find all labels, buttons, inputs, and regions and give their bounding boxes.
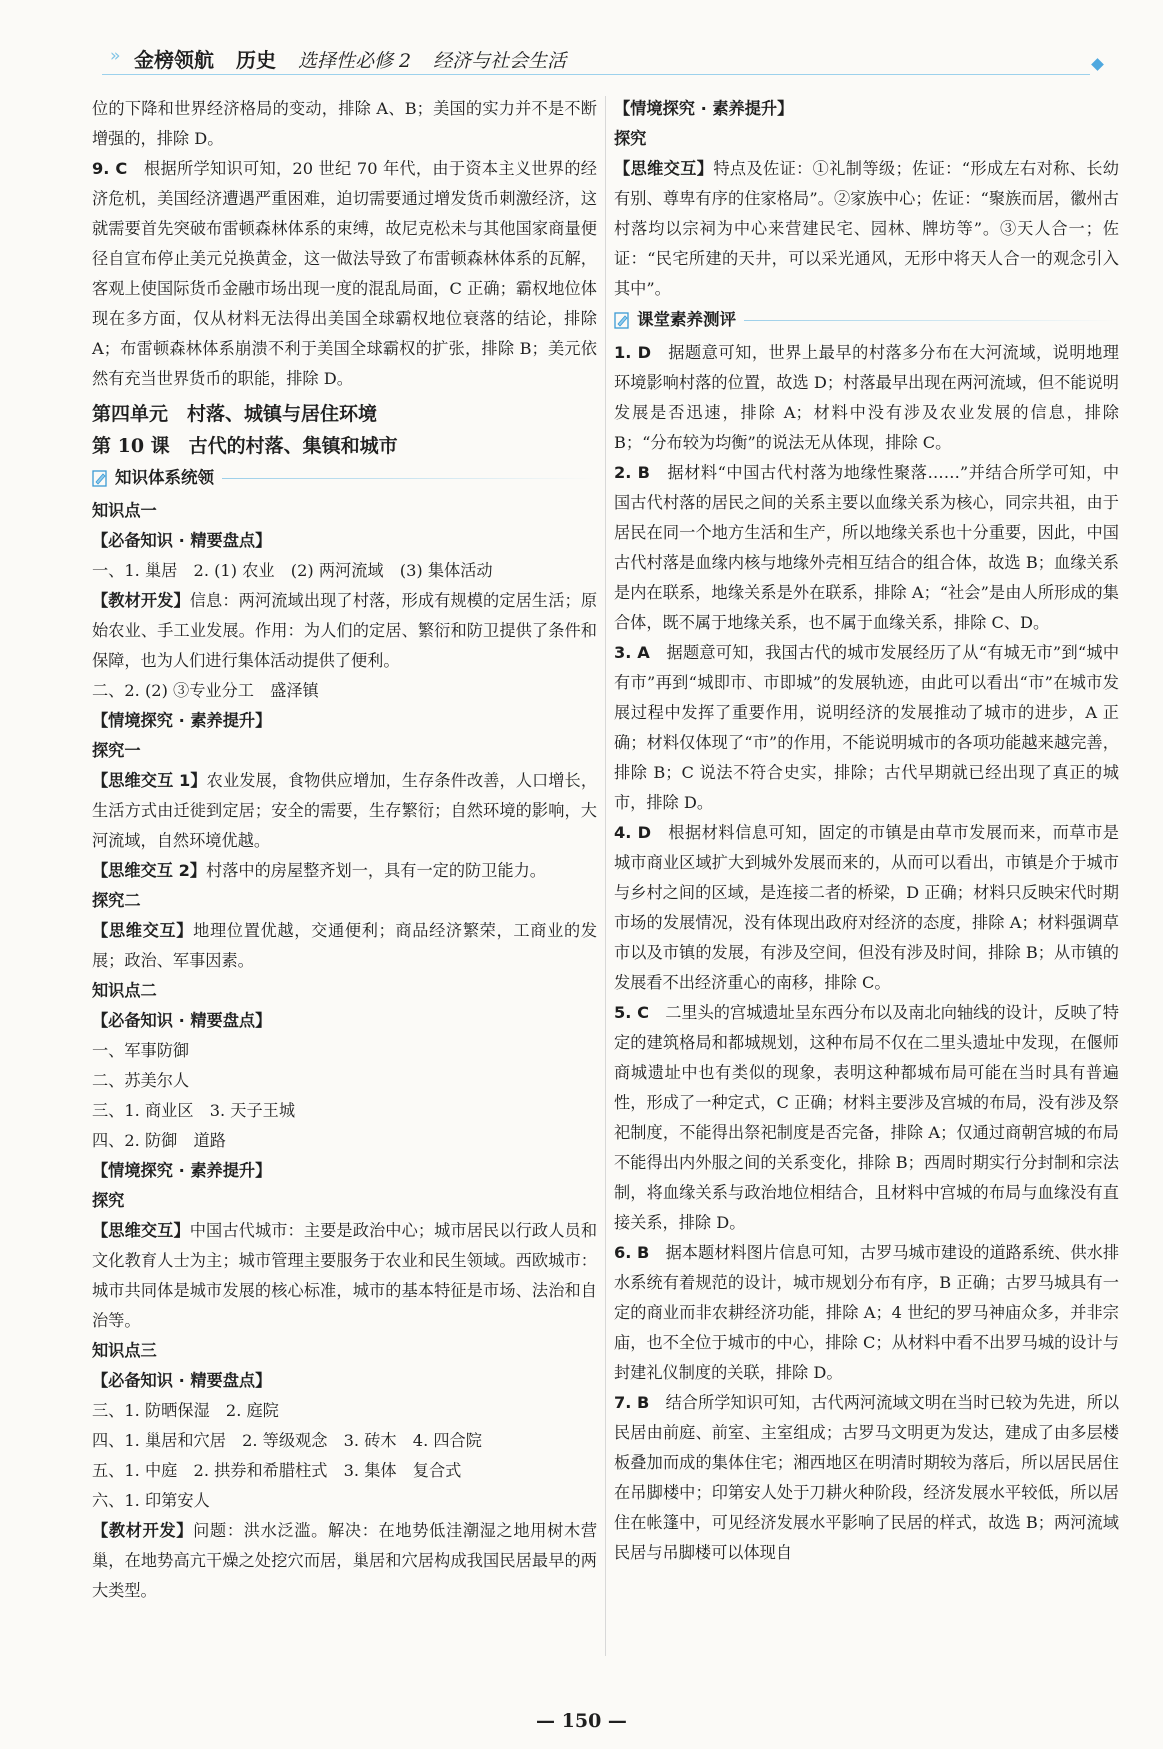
answer-5-text: 二里头的宫城遗址呈东西分布以及南北向轴线的设计，反映了特定的建筑格局和都城规划，这种布局不仅在二里头遗址中发现，在偃师商城遗址中也有类似的现象，表明这种都城布局可能在当时具有普遍性，形成了一种定式，C 正确；材料主要涉及宫城的布局，没有涉及祭祀制度，不能得出祭祀制度是否完备，排除 A；仅通过商朝宫城的布局不能得出内外服之间的关系变化，排除 B；西周时期实行分封制和宗法制，将血缘关系与政治地位相结合，且材料中宫城的布局与血缘没有直接关系，排除 D。	[614, 1003, 1119, 1232]
kp1-thinking-2-text: 村落中的房屋整齐划一，具有一定的防卫能力。	[206, 861, 546, 880]
kp3-tag-situation: 【情境探究 · 素养提升】	[614, 99, 794, 118]
answer-1	[614, 338, 1119, 458]
kp3-answer-b: 四、1. 巢居和穴居 2. 等级观念 3. 砖木 4. 四合院	[92, 1431, 482, 1450]
kp1-textbook-tag: 【教材开发】	[92, 591, 190, 610]
kp3-answer-d: 六、1. 印第安人	[92, 1491, 210, 1510]
answer-4	[614, 818, 1119, 998]
kp1-textbook	[92, 586, 597, 676]
answer-4-number: 4. D	[614, 823, 652, 842]
answer-6-number: 6. B	[614, 1243, 650, 1262]
kp2-answer-d: 四、2. 防御 道路	[92, 1131, 226, 1150]
kp1-thinking-3	[92, 916, 597, 976]
answer-2-text: 据材料“中国古代村落为地缘性聚落……”并结合所学可知，中国古代村落的居民之间的关系主要以血缘关系为核心，同宗共祖，由于居民在同一个地方生活和生产，所以地缘关系也十分重要，因此，中国古代村落是血缘内核与地缘外壳相互结合的组合体，故选 B；血缘关系是内在联系，地缘关系是外在联系，排除 A；“社会”是由人所形成的集合体，既不属于地缘关系，也不属于血缘关系，排除 C、D。	[614, 463, 1120, 632]
lesson-title: 第 10 课 古代的村落、集镇和城市	[92, 435, 398, 457]
double-chevron-icon: ››	[110, 46, 118, 66]
kp1-tag-situation: 【情境探究 · 素养提升】	[92, 711, 272, 730]
answer-7	[614, 1388, 1119, 1568]
answer-9	[92, 154, 597, 394]
answer-8-continuation: 位的下降和世界经济格局的变动，排除 A、B；美国的实力并不是不断增强的，排除 D。	[92, 99, 597, 148]
kp1-thinking-2-tag: 【思维交互 2】	[92, 861, 207, 880]
kp1-thinking-1-text: 农业发展，食物供应增加，生存条件改善，人口增长，生活方式由迁徙到定居；安全的需要，生存繁衍；自然环境的影响，大河流域，自然环境优越。	[92, 771, 598, 850]
kp2-answer-b: 二、苏美尔人	[92, 1071, 190, 1090]
answer-3	[614, 638, 1119, 818]
answer-9-number: 9. C	[92, 159, 128, 178]
kp3-textbook-tag: 【教材开发】	[92, 1521, 194, 1540]
kp2-tag-required: 【必备知识 · 精要盘点】	[92, 1011, 272, 1030]
kp1-textbook-text: 信息：两河流域出现了村落，形成有规模的定居生活；原始农业、手工业发展。作用：为人们的定居、繁衍和防卫提供了条件和保障，也为人们进行集体活动提供了便利。	[92, 591, 598, 670]
header-title: 经济与社会生活	[433, 50, 567, 72]
answer-5-number: 5. C	[614, 1003, 649, 1022]
kp1-explore-2: 探究二	[92, 891, 141, 910]
kp2-thinking-tag: 【思维交互】	[92, 1221, 190, 1240]
section-classroom-test-label: 课堂素养测评	[637, 310, 736, 329]
kp1-thinking-3-text: 地理位置优越，交通便利；商品经济繁荣，工商业的发展；政治、军事因素。	[92, 921, 598, 970]
answer-1-number: 1. D	[614, 343, 652, 362]
kp1-thinking-2	[92, 856, 597, 886]
section-knowledge-system-label: 知识体系统领	[115, 468, 214, 487]
page-number: — 150 —	[536, 1710, 627, 1732]
header-brand: 金榜领航	[134, 48, 214, 72]
kp1-thinking-3-tag: 【思维交互】	[92, 921, 194, 940]
answer-1-text: 据题意可知，世界上最早的村落多分布在大河流域，说明地理环境影响村落的位置，故选 D；村落最早出现在两河流域，但不能说明发展是否迅速，排除 A；材料中没有涉及农业发展的信息，排除 B；“分布较为均衡”的说法无从体现，排除 C。	[614, 343, 1119, 452]
section-knowledge-system	[92, 464, 597, 492]
kp1-title: 知识点一	[92, 501, 157, 520]
answer-6-text: 据本题材料图片信息可知，古罗马城市建设的道路系统、供水排水系统有着规范的设计，城市规划分布有序，B 正确；古罗马城具有一定的商业而非农耕经济功能，排除 A；4 世纪的罗马神庙众多，并非宗庙，也不全位于城市的中心，排除 C；从材料中看不出罗马城的设计与封建礼仪制度的关联，排除 D。	[614, 1243, 1120, 1382]
kp3-textbook	[92, 1516, 597, 1606]
kp2-explore: 探究	[92, 1191, 125, 1210]
answer-9-text: 根据所学知识可知，20 世纪 70 年代，由于资本主义世界的经济危机，美国经济遭遇严重困难，迫切需要通过增发货币刺激经济，这就需要首先突破布雷顿森林体系的束缚，故尼克松未与其他国家商量便径自宣布停止美元兑换黄金，这一做法导致了布雷顿森林体系的瓦解，客观上使国际货币金融市场出现一度的混乱局面，C 正确；霸权地位体现在多方面，仅从材料无法得出美国全球霸权地位衰落的结论，排除 A；布雷顿森林体系崩溃不利于美国全球霸权的扩张，排除 B；美元依然有充当世界货币的职能，排除 D。	[92, 159, 597, 388]
kp3-answer-a: 三、1. 防晒保湿 2. 庭院	[92, 1401, 279, 1420]
kp1-answer-a: 一、1. 巢居 2. (1) 农业 (2) 两河流域 (3) 集体活动	[92, 561, 493, 580]
kp2-thinking	[92, 1216, 597, 1336]
kp3-title: 知识点三	[92, 1341, 157, 1360]
kp3-thinking-text: 特点及佐证：①礼制等级；佐证：“形成左右对称、长幼有别、尊卑有序的住家格局”。②家族中心；佐证：“聚族而居，徽州古村落均以宗祠为中心来营建民宅、园林、牌坊等”。③天人合一；佐证：“民宅所建的天井，可以采光通风，无形中将天人合一的观念引入其中”。	[614, 159, 1119, 298]
pencil-note-icon	[92, 470, 108, 487]
answer-6	[614, 1238, 1119, 1388]
answer-5	[614, 998, 1119, 1238]
right-column	[614, 94, 1119, 1568]
kp3-tag-required: 【必备知识 · 精要盘点】	[92, 1371, 272, 1390]
kp2-answer-a: 一、军事防御	[92, 1041, 190, 1060]
kp1-explore-1: 探究一	[92, 741, 141, 760]
answer-2	[614, 458, 1119, 638]
answer-4-text: 根据材料信息可知，固定的市镇是由草市发展而来，而草市是城市商业区域扩大到城外发展而来的，从而可以看出，市镇是介于城市与乡村之间的区域，是连接二者的桥梁，D 正确；材料只反映宋代时期市场的发展情况，没有体现出政府对经济的态度，排除 A；材料强调草市以及市镇的发展，有涉及空间，但没有涉及时间，排除 B；从市镇的发展看不出经济重心的南移，排除 C。	[614, 823, 1119, 992]
kp3-textbook-text: 问题：洪水泛滥。解决：在地势低洼潮湿之地用树木营巢，在地势高亢干燥之处挖穴而居，巢居和穴居构成我国民居最早的两大类型。	[92, 1521, 598, 1600]
answer-3-text: 据题意可知，我国古代的城市发展经历了从“有城无市”到“城中有市”再到“城即市、市即城”的发展轨迹，由此可以看出“市”在城市发展过程中发挥了重要作用，说明经济的发展推动了城市的进步，A 正确；材料仅体现了“市”的作用，不能说明城市的各项功能越来越完善，排除 B；C 说法不符合史实，排除；古代早期就已经出现了真正的城市，排除 D。	[614, 643, 1120, 812]
kp1-thinking-1	[92, 766, 597, 856]
header-text	[134, 44, 566, 73]
kp3-answer-c: 五、1. 中庭 2. 拱券和希腊柱式 3. 集体 复合式	[92, 1461, 462, 1480]
left-column	[92, 94, 597, 1606]
header-rule	[102, 74, 1090, 75]
unit-title: 第四单元 村落、城镇与居住环境	[92, 403, 378, 425]
kp1-tag-required: 【必备知识 · 精要盘点】	[92, 531, 272, 550]
header-book: 选择性必修 2	[298, 50, 412, 72]
kp2-title: 知识点二	[92, 981, 157, 1000]
kp3-explore: 探究	[614, 129, 647, 148]
page-header	[92, 40, 1102, 74]
answer-2-number: 2. B	[614, 463, 650, 482]
kp3-thinking	[614, 154, 1119, 304]
kp2-thinking-text: 中国古代城市：主要是政治中心；城市居民以行政人员和文化教育人士为主；城市管理主要服务于农业和民生领域。西欧城市：城市共同体是城市发展的核心标准，城市的基本特征是市场、法治和自治等。	[92, 1221, 598, 1330]
diamond-icon	[1091, 58, 1104, 71]
column-divider	[605, 96, 606, 1656]
section-classroom-test	[614, 306, 1119, 334]
pencil-note-icon	[614, 312, 630, 329]
header-subject: 历史	[236, 48, 276, 72]
kp2-answer-c: 三、1. 商业区 3. 天子王城	[92, 1101, 296, 1120]
kp1-thinking-1-tag: 【思维交互 1】	[92, 771, 207, 790]
kp1-answer-c: 二、2. (2) ③专业分工 盛泽镇	[92, 681, 319, 700]
answer-3-number: 3. A	[614, 643, 650, 662]
kp2-tag-situation: 【情境探究 · 素养提升】	[92, 1161, 272, 1180]
answer-7-text: 结合所学知识可知，古代两河流域文明在当时已较为先进，所以民居由前庭、前室、主室组成；古罗马文明更为发达，建成了由多层楼板叠加而成的集体住宅；湘西地区在明清时期较为落后，所以居民居住在吊脚楼中；印第安人处于刀耕火种阶段，经济发展水平较低，所以居住在帐篷中，可见经济发展水平影响了民居的样式，故选 B；两河流域民居与吊脚楼可以体现自	[614, 1393, 1120, 1562]
kp3-thinking-tag: 【思维交互】	[614, 159, 714, 178]
answer-7-number: 7. B	[614, 1393, 650, 1412]
